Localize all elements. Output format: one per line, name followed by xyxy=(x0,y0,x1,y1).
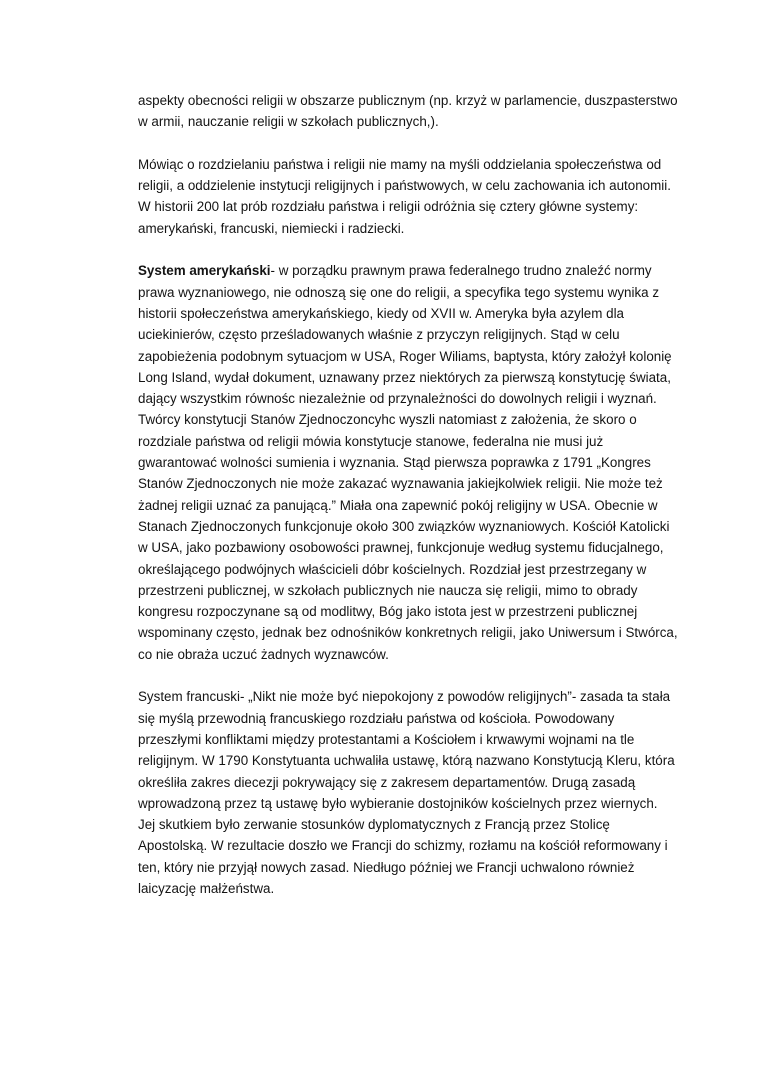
paragraph-american-system xyxy=(138,260,678,665)
paragraph-separation-systems: Mówiąc o rozdzielaniu państwa i religii nie mamy na myśli oddzielania społeczeństwa od religii, a oddzielenie instytucji religijnych i państwowych, w celu zachowania ich autonomii. W historii 200 lat prób rozdziału państwa i religii odróżnia się cztery główne systemy: amerykański, francuski, niemiecki i radziecki. xyxy=(138,156,671,236)
paragraph-public-religion: aspekty obecności religii w obszarze publicznym (np. krzyż w parlamencie, duszpasterstwo w armii, nauczanie religii w szkołach publicznych,). xyxy=(138,93,678,130)
american-system-body: - w porządku prawnym prawa federalnego trudno znaleźć normy prawa wyznaniowego, nie odnoszą się one do religii, a specyfika tego systemu wynika z historii społeczeństwa amerykańskiego, kiedy od XVII w. Ameryka była azylem dla uciekinierów, często prześladowanych właśnie z przyczyn religijnych. Stąd w celu zapobieżenia podobnym sytuacjom w USA, Roger Wiliams, baptysta, który założył kolonię Long Island, wydał dokument, uznawany przez niektórych za pierwszą konstytucję świata, dający wszystkim równośc niezależnie od przynależności do dowolnych religii i wyznań. Twórcy konstytucji Stanów Zjednoczoncyhc wyszli natomiast z założenia, że skoro o rozdziale państwa od religii mówia konstytucje stanowe, federalna nie musi już gwarantować wolności sumienia i wyznania. Stąd pierwsza poprawka z 1791 „Kongres Stanów Zjednoczonych nie może zakazać wyznawania jakiejkolwiek religii. Nie może też żadnej religii uznać za panującą.” Miała ona zapewnić pokój religijny w USA. Obecnie w Stanach Zjednoczonych funkcjonuje około 300 związków wyznaniowych. Kościół Katolicki w USA, jako pozbawiony osobowości prawnej, funkcjonuje według systemu fiducjalnego, określającego podwójnych właścicieli dóbr kościelnych. Rozdział jest przestrzegany w przestrzeni publicznej, w szkołach publicznych nie naucza się religii, mimo to obrady kongresu rozpoczynane są od modlitwy, Bóg jako istota jest w przestrzeni publicznej wspominany często, jednak bez odnośników konkretnych religii, jako Uniwersum i Stwórca, co nie obraża uczuć żadnych wyznawców. xyxy=(138,263,678,662)
document-page xyxy=(138,90,678,921)
american-system-heading: System amerykański xyxy=(138,263,271,279)
paragraph-french-system: System francuski- „Nikt nie może być niepokojony z powodów religijnych”- zasada ta stała się myślą przewodnią francuskiego rozdziału państwa od kościoła. Powodowany przeszłymi konfliktami między protestantami a Kościołem i krwawymi wojnami na tle religijnym. W 1790 Konstytuanta uchwaliła ustawę, którą nazwano Konstytucją Kleru, która określiła zakres diecezji pokrywający się z zakresem departamentów. Drugą zasadą wprowadzoną przez tą ustawę było wybieranie dostojników kościelnych przez wiernych. Jej skutkiem było zerwanie stosunków dyplomatycznych z Francją przez Stolicę Apostolską. W rezultacie doszło we Francji do schizmy, rozłamu na kościół reformowany i ten, który nie przyjął nowych zasad. Niedługo później we Francji uchwalono również laicyzację małżeństwa. xyxy=(138,689,675,896)
